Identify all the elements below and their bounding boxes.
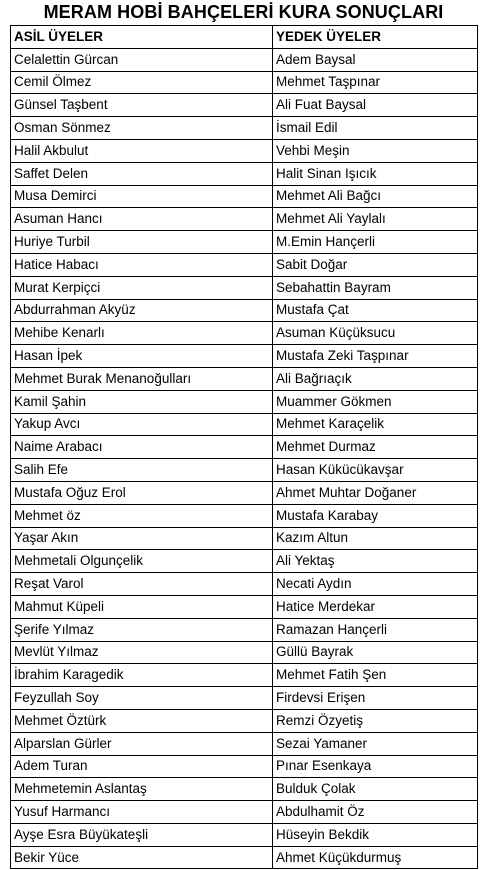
yedek-uye-cell: Necati Aydın — [273, 573, 478, 596]
asil-uye-cell: Mehmet Burak Menanoğulları — [11, 367, 273, 390]
asil-uye-cell: Mustafa Oğuz Erol — [11, 481, 273, 504]
table-row — [11, 481, 478, 504]
asil-uye-cell: Mehmetali Olgunçelik — [11, 550, 273, 573]
asil-uye-cell: Halil Akbulut — [11, 139, 273, 162]
results-table-body — [11, 26, 478, 869]
yedek-uye-cell: Ali Bağrıaçık — [273, 367, 478, 390]
asil-uye-cell: Musa Demirci — [11, 185, 273, 208]
asil-uye-cell: Feyzullah Soy — [11, 687, 273, 710]
table-row — [11, 778, 478, 801]
asil-uye-cell: Hatice Habacı — [11, 253, 273, 276]
asil-uye-cell: Yaşar Akın — [11, 527, 273, 550]
asil-uye-cell: Saffet Delen — [11, 162, 273, 185]
asil-uye-cell: Hasan İpek — [11, 345, 273, 368]
table-row — [11, 664, 478, 687]
yedek-uye-cell: Ahmet Muhtar Doğaner — [273, 481, 478, 504]
yedek-uye-cell: Asuman Küçüksucu — [273, 322, 478, 345]
table-row — [11, 48, 478, 71]
yedek-uye-cell: Abdulhamit Öz — [273, 801, 478, 824]
table-row — [11, 801, 478, 824]
header-asil-uyeler: ASİL ÜYELER — [11, 26, 273, 49]
yedek-uye-cell: Mehmet Ali Bağcı — [273, 185, 478, 208]
yedek-uye-cell: Mustafa Karabay — [273, 504, 478, 527]
yedek-uye-cell: Sabit Doğar — [273, 253, 478, 276]
yedek-uye-cell: Halit Sinan Işıcık — [273, 162, 478, 185]
yedek-uye-cell: M.Emin Hançerli — [273, 231, 478, 254]
yedek-uye-cell: Muammer Gökmen — [273, 390, 478, 413]
asil-uye-cell: Alparslan Gürler — [11, 732, 273, 755]
table-row — [11, 253, 478, 276]
yedek-uye-cell: Sezai Yamaner — [273, 732, 478, 755]
asil-uye-cell: Cemil Ölmez — [11, 71, 273, 94]
table-row — [11, 595, 478, 618]
table-row — [11, 185, 478, 208]
yedek-uye-cell: Güllü Bayrak — [273, 641, 478, 664]
table-row — [11, 755, 478, 778]
yedek-uye-cell: Vehbi Meşin — [273, 139, 478, 162]
yedek-uye-cell: Ahmet Küçükdurmuş — [273, 846, 478, 869]
table-row — [11, 709, 478, 732]
asil-uye-cell: Huriye Turbil — [11, 231, 273, 254]
table-row — [11, 641, 478, 664]
table-row — [11, 208, 478, 231]
asil-uye-cell: Salih Efe — [11, 459, 273, 482]
table-row — [11, 231, 478, 254]
asil-uye-cell: Mehmet öz — [11, 504, 273, 527]
yedek-uye-cell: Mehmet Taşpınar — [273, 71, 478, 94]
asil-uye-cell: İbrahim Karagedik — [11, 664, 273, 687]
table-row — [11, 550, 478, 573]
asil-uye-cell: Yusuf Harmancı — [11, 801, 273, 824]
asil-uye-cell: Şerife Yılmaz — [11, 618, 273, 641]
table-row — [11, 527, 478, 550]
yedek-uye-cell: İsmail Edil — [273, 117, 478, 140]
table-row — [11, 139, 478, 162]
yedek-uye-cell: Mehmet Fatih Şen — [273, 664, 478, 687]
asil-uye-cell: Mahmut Küpeli — [11, 595, 273, 618]
table-row — [11, 71, 478, 94]
table-row — [11, 459, 478, 482]
yedek-uye-cell: Mustafa Zeki Taşpınar — [273, 345, 478, 368]
asil-uye-cell: Günsel Taşbent — [11, 94, 273, 117]
table-row — [11, 322, 478, 345]
yedek-uye-cell: Hatice Merdekar — [273, 595, 478, 618]
yedek-uye-cell: Hasan Kükücükavşar — [273, 459, 478, 482]
asil-uye-cell: Celalettin Gürcan — [11, 48, 273, 71]
yedek-uye-cell: Bulduk Çolak — [273, 778, 478, 801]
table-row — [11, 687, 478, 710]
yedek-uye-cell: Hüseyin Bekdik — [273, 823, 478, 846]
table-row — [11, 94, 478, 117]
yedek-uye-cell: Mehmet Karaçelik — [273, 413, 478, 436]
table-row — [11, 162, 478, 185]
asil-uye-cell: Asuman Hancı — [11, 208, 273, 231]
table-row — [11, 390, 478, 413]
table-row — [11, 276, 478, 299]
yedek-uye-cell: Adem Baysal — [273, 48, 478, 71]
yedek-uye-cell: Mehmet Durmaz — [273, 436, 478, 459]
asil-uye-cell: Ayşe Esra Büyükateşli — [11, 823, 273, 846]
table-row — [11, 436, 478, 459]
asil-uye-cell: Naime Arabacı — [11, 436, 273, 459]
yedek-uye-cell: Ali Yektaş — [273, 550, 478, 573]
asil-uye-cell: Reşat Varol — [11, 573, 273, 596]
table-row — [11, 846, 478, 869]
yedek-uye-cell: Ali Fuat Baysal — [273, 94, 478, 117]
asil-uye-cell: Mehmet Öztürk — [11, 709, 273, 732]
table-row — [11, 117, 478, 140]
table-row — [11, 345, 478, 368]
results-table — [10, 25, 478, 869]
yedek-uye-cell: Remzi Özyetiş — [273, 709, 478, 732]
table-header-row — [11, 26, 478, 49]
asil-uye-cell: Mehibe Kenarlı — [11, 322, 273, 345]
table-row — [11, 367, 478, 390]
yedek-uye-cell: Mustafa Çat — [273, 299, 478, 322]
table-row — [11, 732, 478, 755]
yedek-uye-cell: Mehmet Ali Yaylalı — [273, 208, 478, 231]
asil-uye-cell: Mevlüt Yılmaz — [11, 641, 273, 664]
asil-uye-cell: Bekir Yüce — [11, 846, 273, 869]
table-row — [11, 823, 478, 846]
asil-uye-cell: Adem Turan — [11, 755, 273, 778]
results-sheet — [10, 0, 477, 869]
yedek-uye-cell: Kazım Altun — [273, 527, 478, 550]
header-yedek-uyeler: YEDEK ÜYELER — [273, 26, 478, 49]
yedek-uye-cell: Ramazan Hançerli — [273, 618, 478, 641]
table-row — [11, 413, 478, 436]
table-row — [11, 504, 478, 527]
asil-uye-cell: Murat Kerpiçci — [11, 276, 273, 299]
table-row — [11, 573, 478, 596]
yedek-uye-cell: Pınar Esenkaya — [273, 755, 478, 778]
asil-uye-cell: Osman Sönmez — [11, 117, 273, 140]
yedek-uye-cell: Firdevsi Erişen — [273, 687, 478, 710]
asil-uye-cell: Yakup Avcı — [11, 413, 273, 436]
asil-uye-cell: Kamil Şahin — [11, 390, 273, 413]
asil-uye-cell: Abdurrahman Akyüz — [11, 299, 273, 322]
page-title: MERAM HOBİ BAHÇELERİ KURA SONUÇLARI — [43, 2, 444, 22]
yedek-uye-cell: Sebahattin Bayram — [273, 276, 478, 299]
table-row — [11, 299, 478, 322]
table-row — [11, 618, 478, 641]
asil-uye-cell: Mehmetemin Aslantaş — [11, 778, 273, 801]
